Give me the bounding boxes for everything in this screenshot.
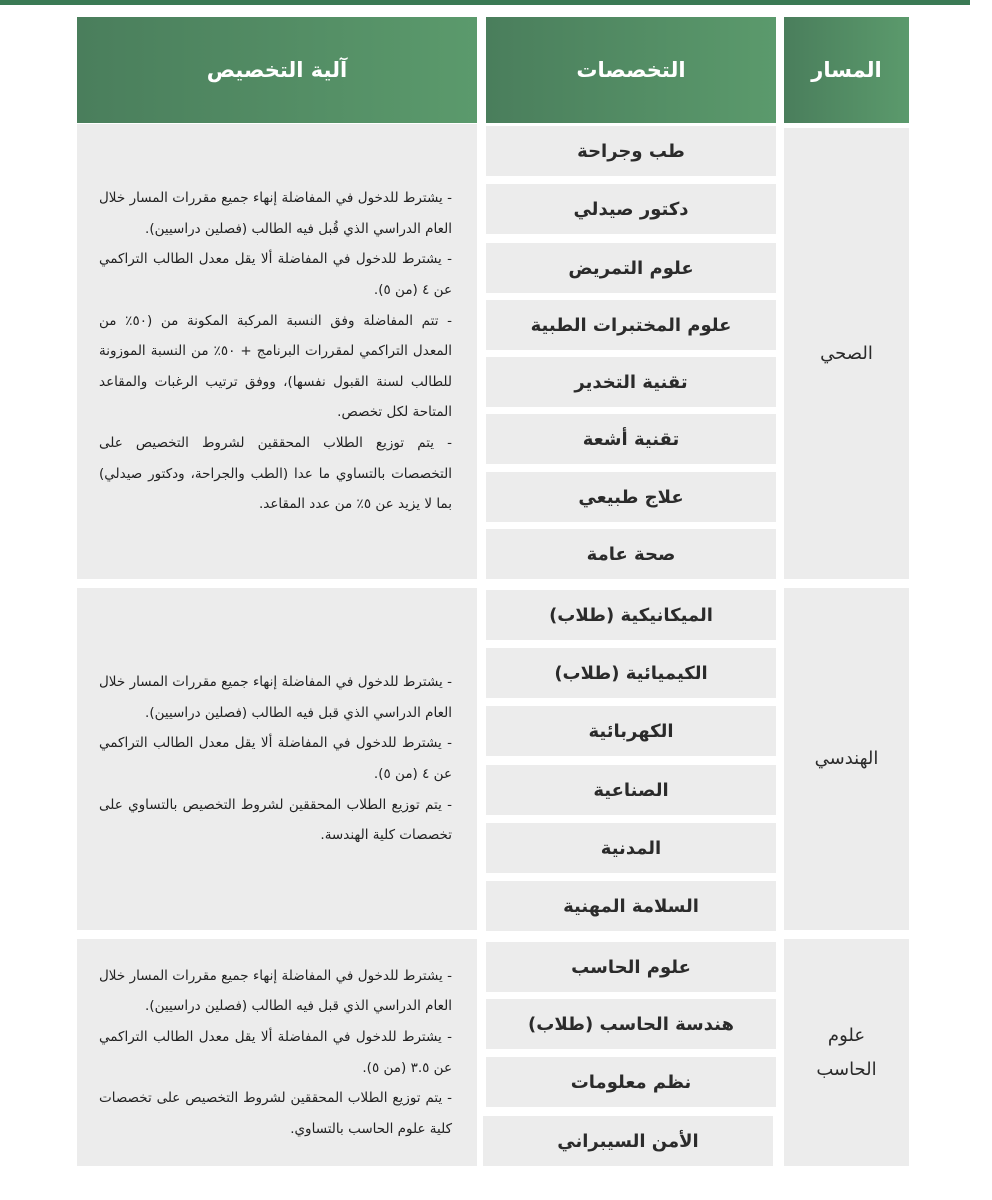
mechanism-item: - يتم توزيع الطلاب المحققين لشروط التخصيص على تخصصات كلية علوم الحاسب بالتساوي. bbox=[99, 1090, 452, 1137]
specialization-item: هندسة الحاسب (طلاب) bbox=[486, 999, 776, 1049]
mechanism-item: - يشترط للدخول في المفاضلة إنهاء جميع مقررات المسار خلال العام الدراسي الذي قبل فيه الطالب (فصلين دراسيين). bbox=[99, 674, 452, 721]
header-track: المسار bbox=[784, 17, 909, 123]
mechanism-item: - تتم المفاضلة وفق النسبة المركبة المكونة من (٥٠٪ من المعدل التراكمي لمقررات البرنامج + ٥٠٪ من النسبة الموزونة للطالب لسنة القبول نفسها)، ووفق ترتيب الرغبات والمقاعد المتاحة لكل تخصص. bbox=[99, 312, 453, 421]
specialization-item: السلامة المهنية bbox=[486, 881, 776, 931]
mechanism-cell-engineering bbox=[77, 588, 477, 930]
specialization-item: نظم معلومات bbox=[486, 1057, 776, 1107]
specialization-item: علوم الحاسب bbox=[486, 942, 776, 992]
specialization-item: علوم المختبرات الطبية bbox=[486, 300, 776, 350]
track-health: الصحي bbox=[784, 128, 909, 579]
specialization-item: الأمن السيبراني bbox=[483, 1116, 773, 1166]
specialization-item: علوم التمريض bbox=[486, 243, 776, 293]
specialization-item: دكتور صيدلي bbox=[486, 184, 776, 234]
specialization-item: علاج طبيعي bbox=[486, 472, 776, 522]
top-accent-bar bbox=[0, 0, 970, 5]
header-mechanism: آلية التخصيص bbox=[77, 17, 477, 123]
track-computing: علوم الحاسب bbox=[784, 939, 909, 1166]
specialization-item: تقنية أشعة bbox=[486, 414, 776, 464]
mechanism-cell-health bbox=[77, 124, 477, 579]
mechanism-item: - يشترط للدخول في المفاضلة إنهاء جميع مقررات المسار خلال العام الدراسي الذي قُبل فيه الطالب (فصلين دراسيين). bbox=[99, 190, 452, 237]
specialization-item: الميكانيكية (طلاب) bbox=[486, 590, 776, 640]
track-engineering: الهندسي bbox=[784, 588, 909, 930]
specialization-item: المدنية bbox=[486, 823, 776, 873]
mechanism-item: - يتم توزيع الطلاب المحققين لشروط التخصيص على التخصصات بالتساوي ما عدا (الطب والجراحة، ودكتور صيدلي) بما لا يزيد عن ٥٪ من عدد المقاعد. bbox=[99, 434, 452, 513]
mechanism-item: - يتم توزيع الطلاب المحققين لشروط التخصيص بالتساوي على تخصصات كلية الهندسة. bbox=[99, 796, 452, 844]
mechanism-item: - يشترط للدخول في المفاضلة إنهاء جميع مقررات المسار خلال العام الدراسي الذي قبل فيه الطالب (فصلين دراسيين). bbox=[99, 967, 452, 1015]
mechanism-item: - يشترط للدخول في المفاضلة ألا يقل معدل الطالب التراكمي عن ٣.٥ (من ٥). bbox=[99, 1028, 452, 1076]
mechanism-item: - يشترط للدخول في المفاضلة ألا يقل معدل الطالب التراكمي عن ٤ (من ٥). bbox=[99, 735, 452, 782]
mechanism-cell-computing bbox=[77, 939, 477, 1166]
specialization-item: الصناعية bbox=[486, 765, 776, 815]
specialization-item: صحة عامة bbox=[486, 529, 776, 579]
specialization-item: تقنية التخدير bbox=[486, 357, 776, 407]
specialization-item: الكهربائية bbox=[486, 706, 776, 756]
header-specializations: التخصصات bbox=[486, 17, 776, 123]
mechanism-item: - يشترط للدخول في المفاضلة ألا يقل معدل الطالب التراكمي عن ٤ (من ٥). bbox=[99, 251, 452, 299]
specialization-item: الكيميائية (طلاب) bbox=[486, 648, 776, 698]
specialization-item: طب وجراحة bbox=[486, 126, 776, 176]
